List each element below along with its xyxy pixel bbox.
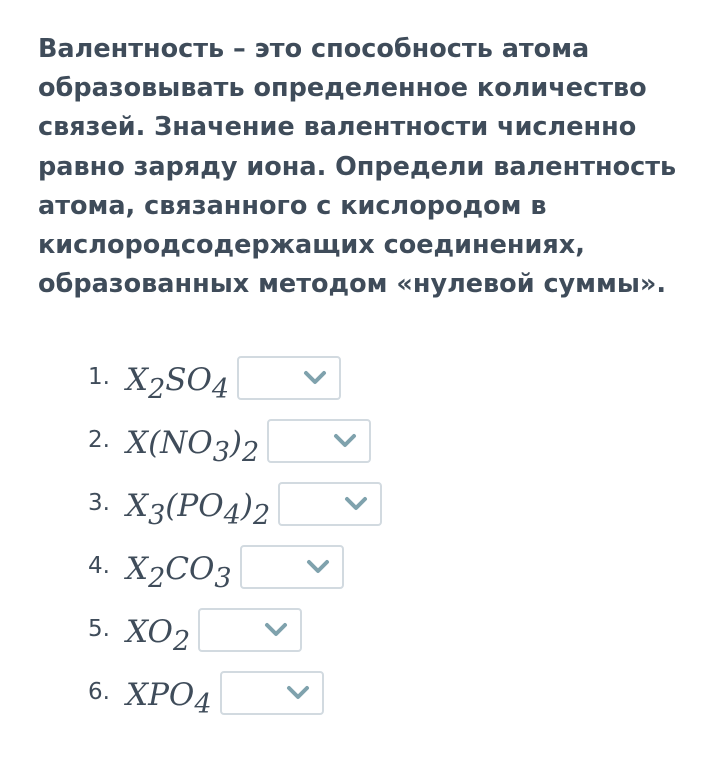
formula-text: X xyxy=(126,488,149,524)
formula-row-1 xyxy=(88,352,382,415)
formula-row-6 xyxy=(88,667,382,730)
formula-row-3 xyxy=(88,478,382,541)
item-number: 6. xyxy=(88,679,110,705)
formula-list xyxy=(88,352,382,730)
formula-row-5 xyxy=(88,604,382,667)
question-text: Валентность – это способность атома образовывать определенное количество связей. Значение валентности численно равно заряду иона. Определи валентность атома, связанного с кислородом в кислородсодержащих соединениях, образованных методом «нулевой суммы». xyxy=(38,34,677,300)
formula-subscript: 2 xyxy=(252,500,271,531)
chemical-formula xyxy=(126,478,271,531)
formula-text: SO xyxy=(165,362,212,398)
chevron-down-icon xyxy=(264,622,288,638)
formula-subscript: 2 xyxy=(172,626,191,657)
valence-dropdown[interactable] xyxy=(240,545,344,589)
valence-dropdown[interactable] xyxy=(198,608,302,652)
formula-subscript: 3 xyxy=(212,437,230,468)
valence-dropdown[interactable] xyxy=(237,356,341,400)
formula-subscript: 3 xyxy=(148,500,166,531)
formula-subscript: 2 xyxy=(242,437,260,468)
item-number: 2. xyxy=(88,427,110,453)
valence-dropdown[interactable] xyxy=(278,482,382,526)
formula-subscript: 3 xyxy=(214,563,232,594)
chevron-down-icon xyxy=(344,496,368,512)
formula-text: ) xyxy=(229,425,242,461)
formula-text: XO xyxy=(126,614,173,650)
formula-text: X xyxy=(126,362,149,398)
formula-text: CO xyxy=(165,551,215,587)
chemical-formula xyxy=(126,415,260,468)
chemical-formula xyxy=(126,352,230,405)
valence-dropdown[interactable] xyxy=(220,671,324,715)
formula-subscript: 4 xyxy=(211,374,230,405)
chemical-formula xyxy=(126,604,191,657)
formula-row-4 xyxy=(88,541,382,604)
chemical-formula xyxy=(126,667,212,720)
formula-row-2 xyxy=(88,415,382,478)
formula-subscript: 4 xyxy=(194,689,212,720)
formula-subscript: 2 xyxy=(148,374,166,405)
chevron-down-icon xyxy=(306,559,330,575)
formula-text: X xyxy=(126,551,149,587)
formula-subscript: 2 xyxy=(148,563,166,594)
formula-text: X(NO xyxy=(126,425,213,461)
formula-text: ) xyxy=(240,488,253,524)
item-number: 3. xyxy=(88,490,110,516)
item-number: 5. xyxy=(88,616,110,642)
chemical-formula xyxy=(126,541,232,594)
item-number: 1. xyxy=(88,364,110,390)
formula-text: XPO xyxy=(126,677,195,713)
item-number: 4. xyxy=(88,553,110,579)
chevron-down-icon xyxy=(303,370,327,386)
chevron-down-icon xyxy=(286,685,310,701)
valence-dropdown[interactable] xyxy=(267,419,371,463)
chevron-down-icon xyxy=(333,433,357,449)
formula-subscript: 4 xyxy=(223,500,241,531)
formula-text: (PO xyxy=(165,488,224,524)
